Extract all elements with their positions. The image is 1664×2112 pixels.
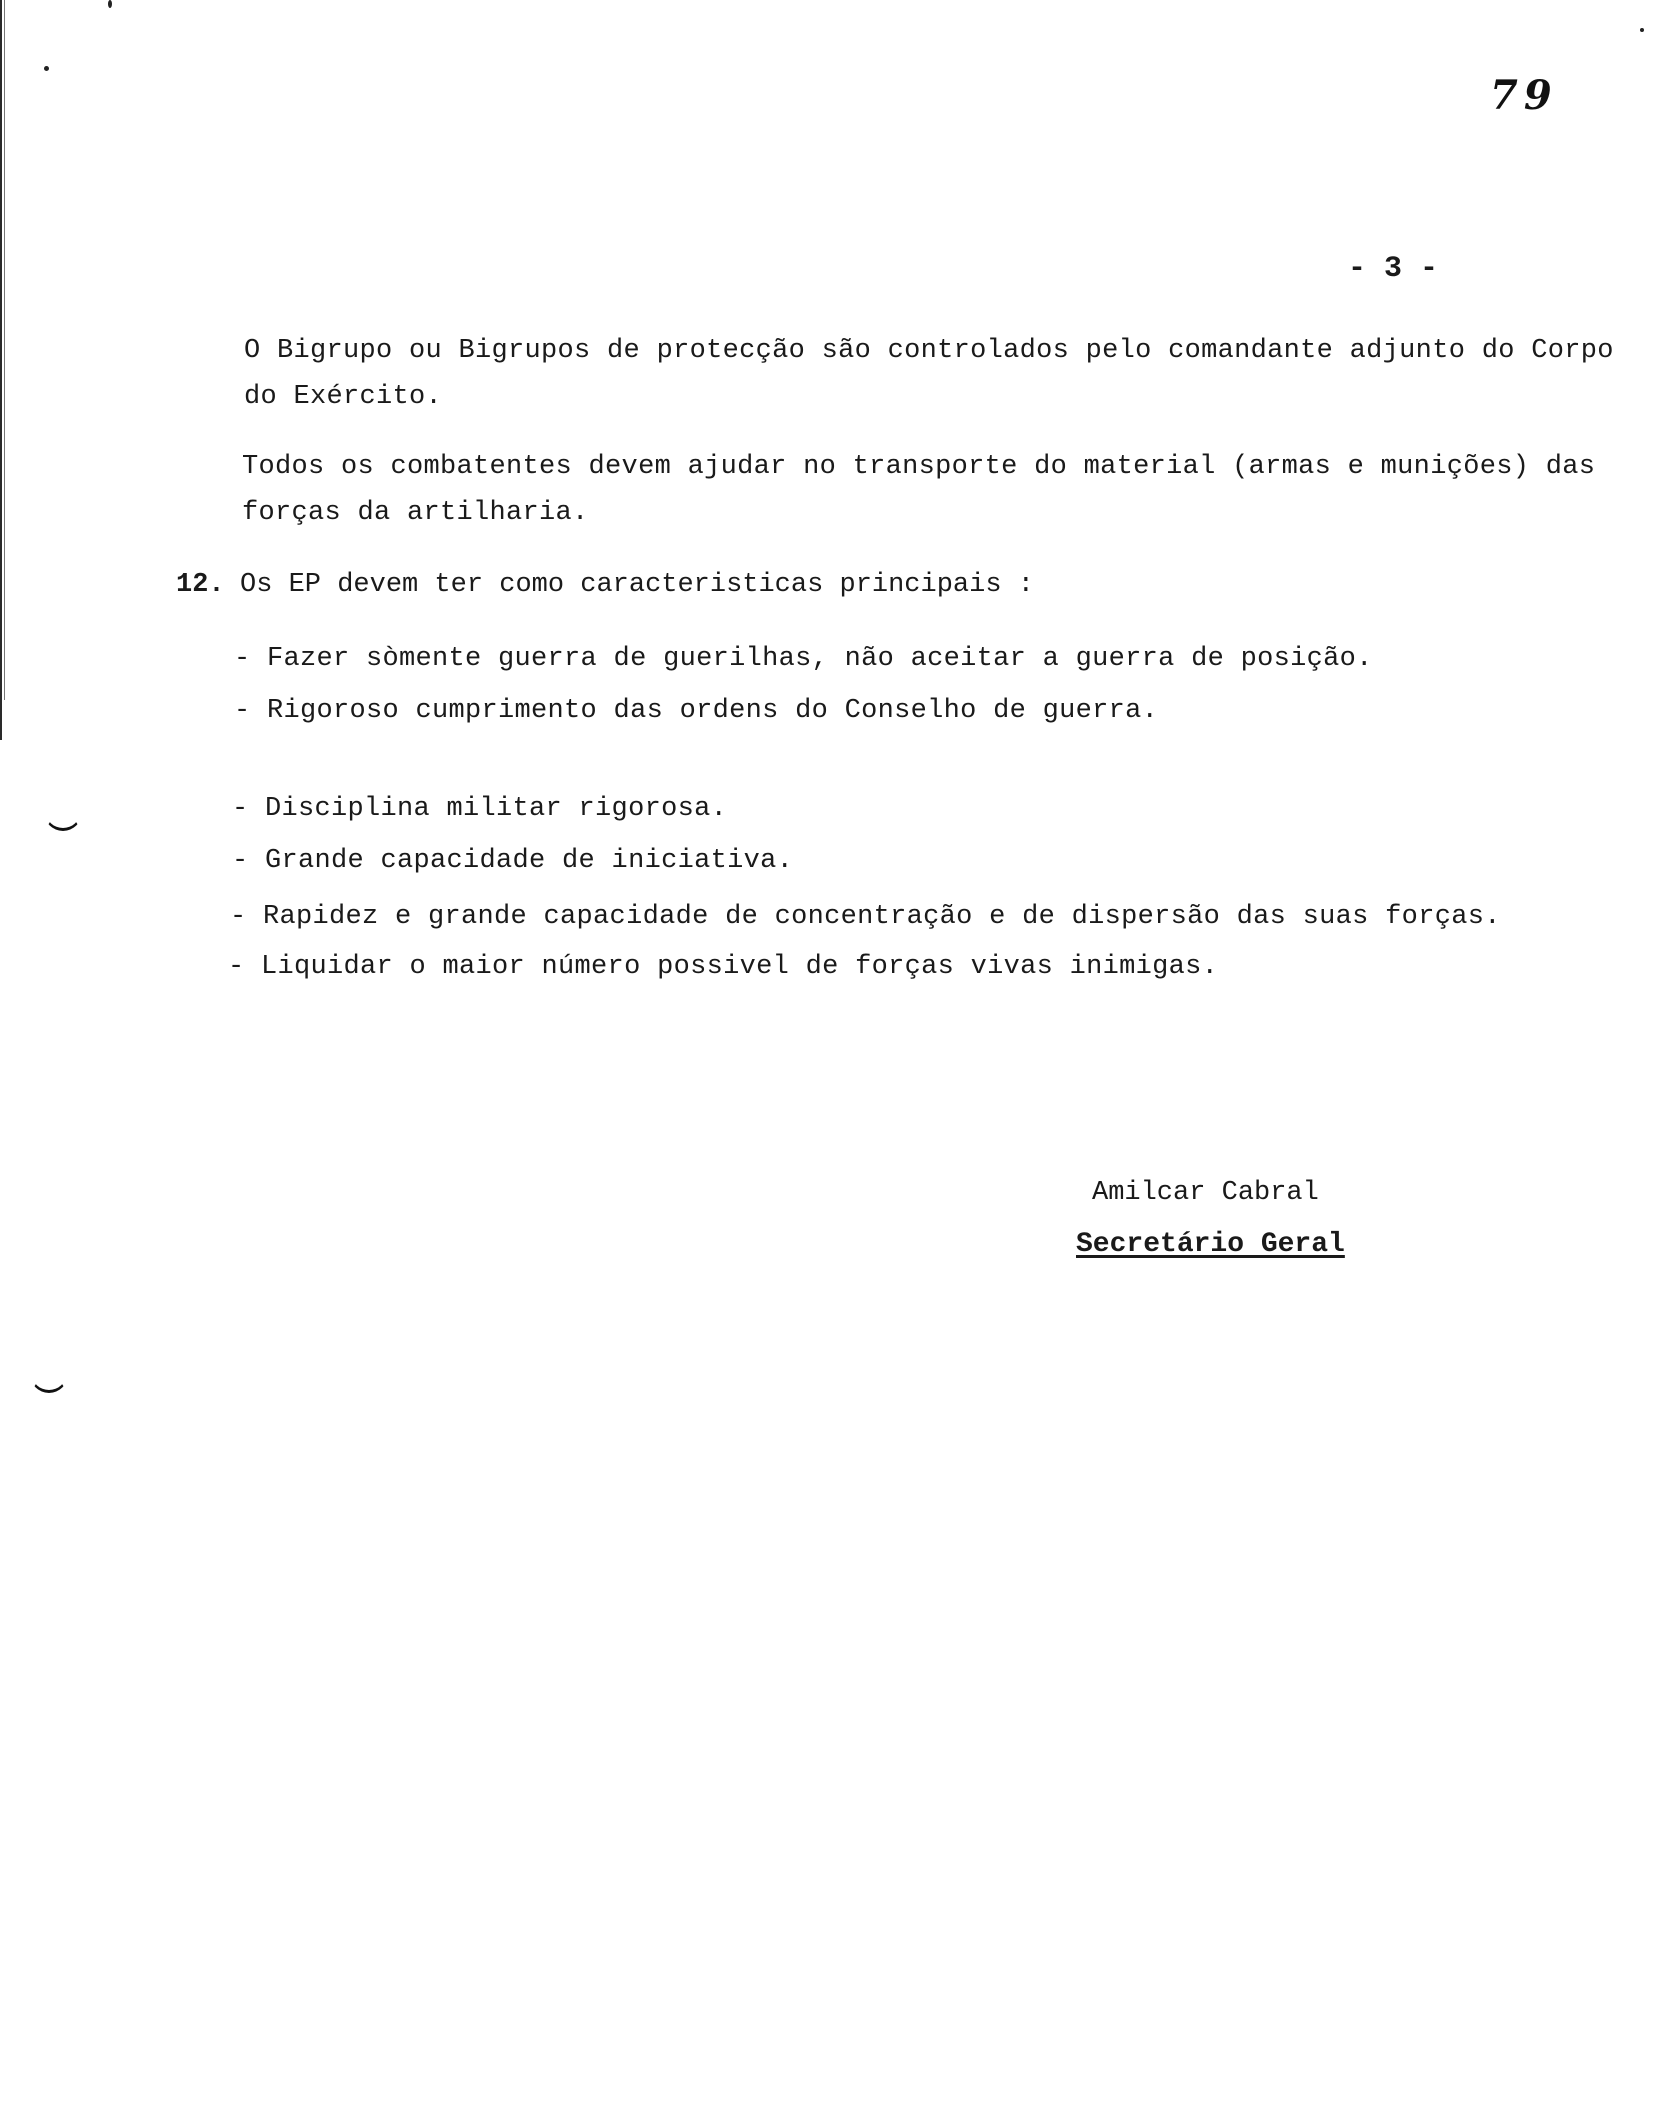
- paragraph-line: forças da artilharia.: [242, 498, 589, 528]
- item-number: 12.: [176, 570, 225, 600]
- signature-title: Secretário Geral: [1076, 1229, 1345, 1260]
- signature-name: Amilcar Cabral: [1092, 1178, 1319, 1208]
- paragraph-2: [242, 444, 1595, 536]
- punch-hole-mark: [30, 1370, 68, 1393]
- paragraph-line: Todos os combatentes devem ajudar no transporte do material (armas e munições) das: [242, 452, 1596, 482]
- scan-speck: [1640, 28, 1644, 32]
- list-item: - Rigoroso cumprimento das ordens do Conselho de guerra.: [234, 696, 1159, 726]
- list-item: - Disciplina militar rigorosa.: [232, 794, 728, 824]
- list-item: - Grande capacidade de iniciativa.: [232, 846, 794, 876]
- folio-number: 79: [1490, 72, 1558, 119]
- list-item: - Rapidez e grande capacidade de concentração e de dispersão das suas forças.: [230, 902, 1501, 932]
- paragraph-1: [244, 328, 1614, 420]
- list-item: - Fazer sòmente guerra de guerilhas, não aceitar a guerra de posição.: [234, 644, 1373, 674]
- scan-edge-line-thin: [4, 0, 5, 700]
- item-heading: Os EP devem ter como caracteristicas principais :: [240, 570, 1034, 600]
- page-number: - 3 -: [1348, 252, 1439, 286]
- scan-speck: [108, 0, 112, 8]
- paragraph-line: do Exército.: [244, 382, 443, 412]
- scan-speck: [44, 66, 49, 71]
- list-item: - Liquidar o maior número possivel de forças vivas inimigas.: [228, 952, 1219, 982]
- paragraph-line: O Bigrupo ou Bigrupos de protecção são controlados pelo comandante adjunto do Corpo: [244, 336, 1614, 366]
- punch-hole-mark: [44, 808, 82, 831]
- scan-edge-line: [0, 0, 2, 740]
